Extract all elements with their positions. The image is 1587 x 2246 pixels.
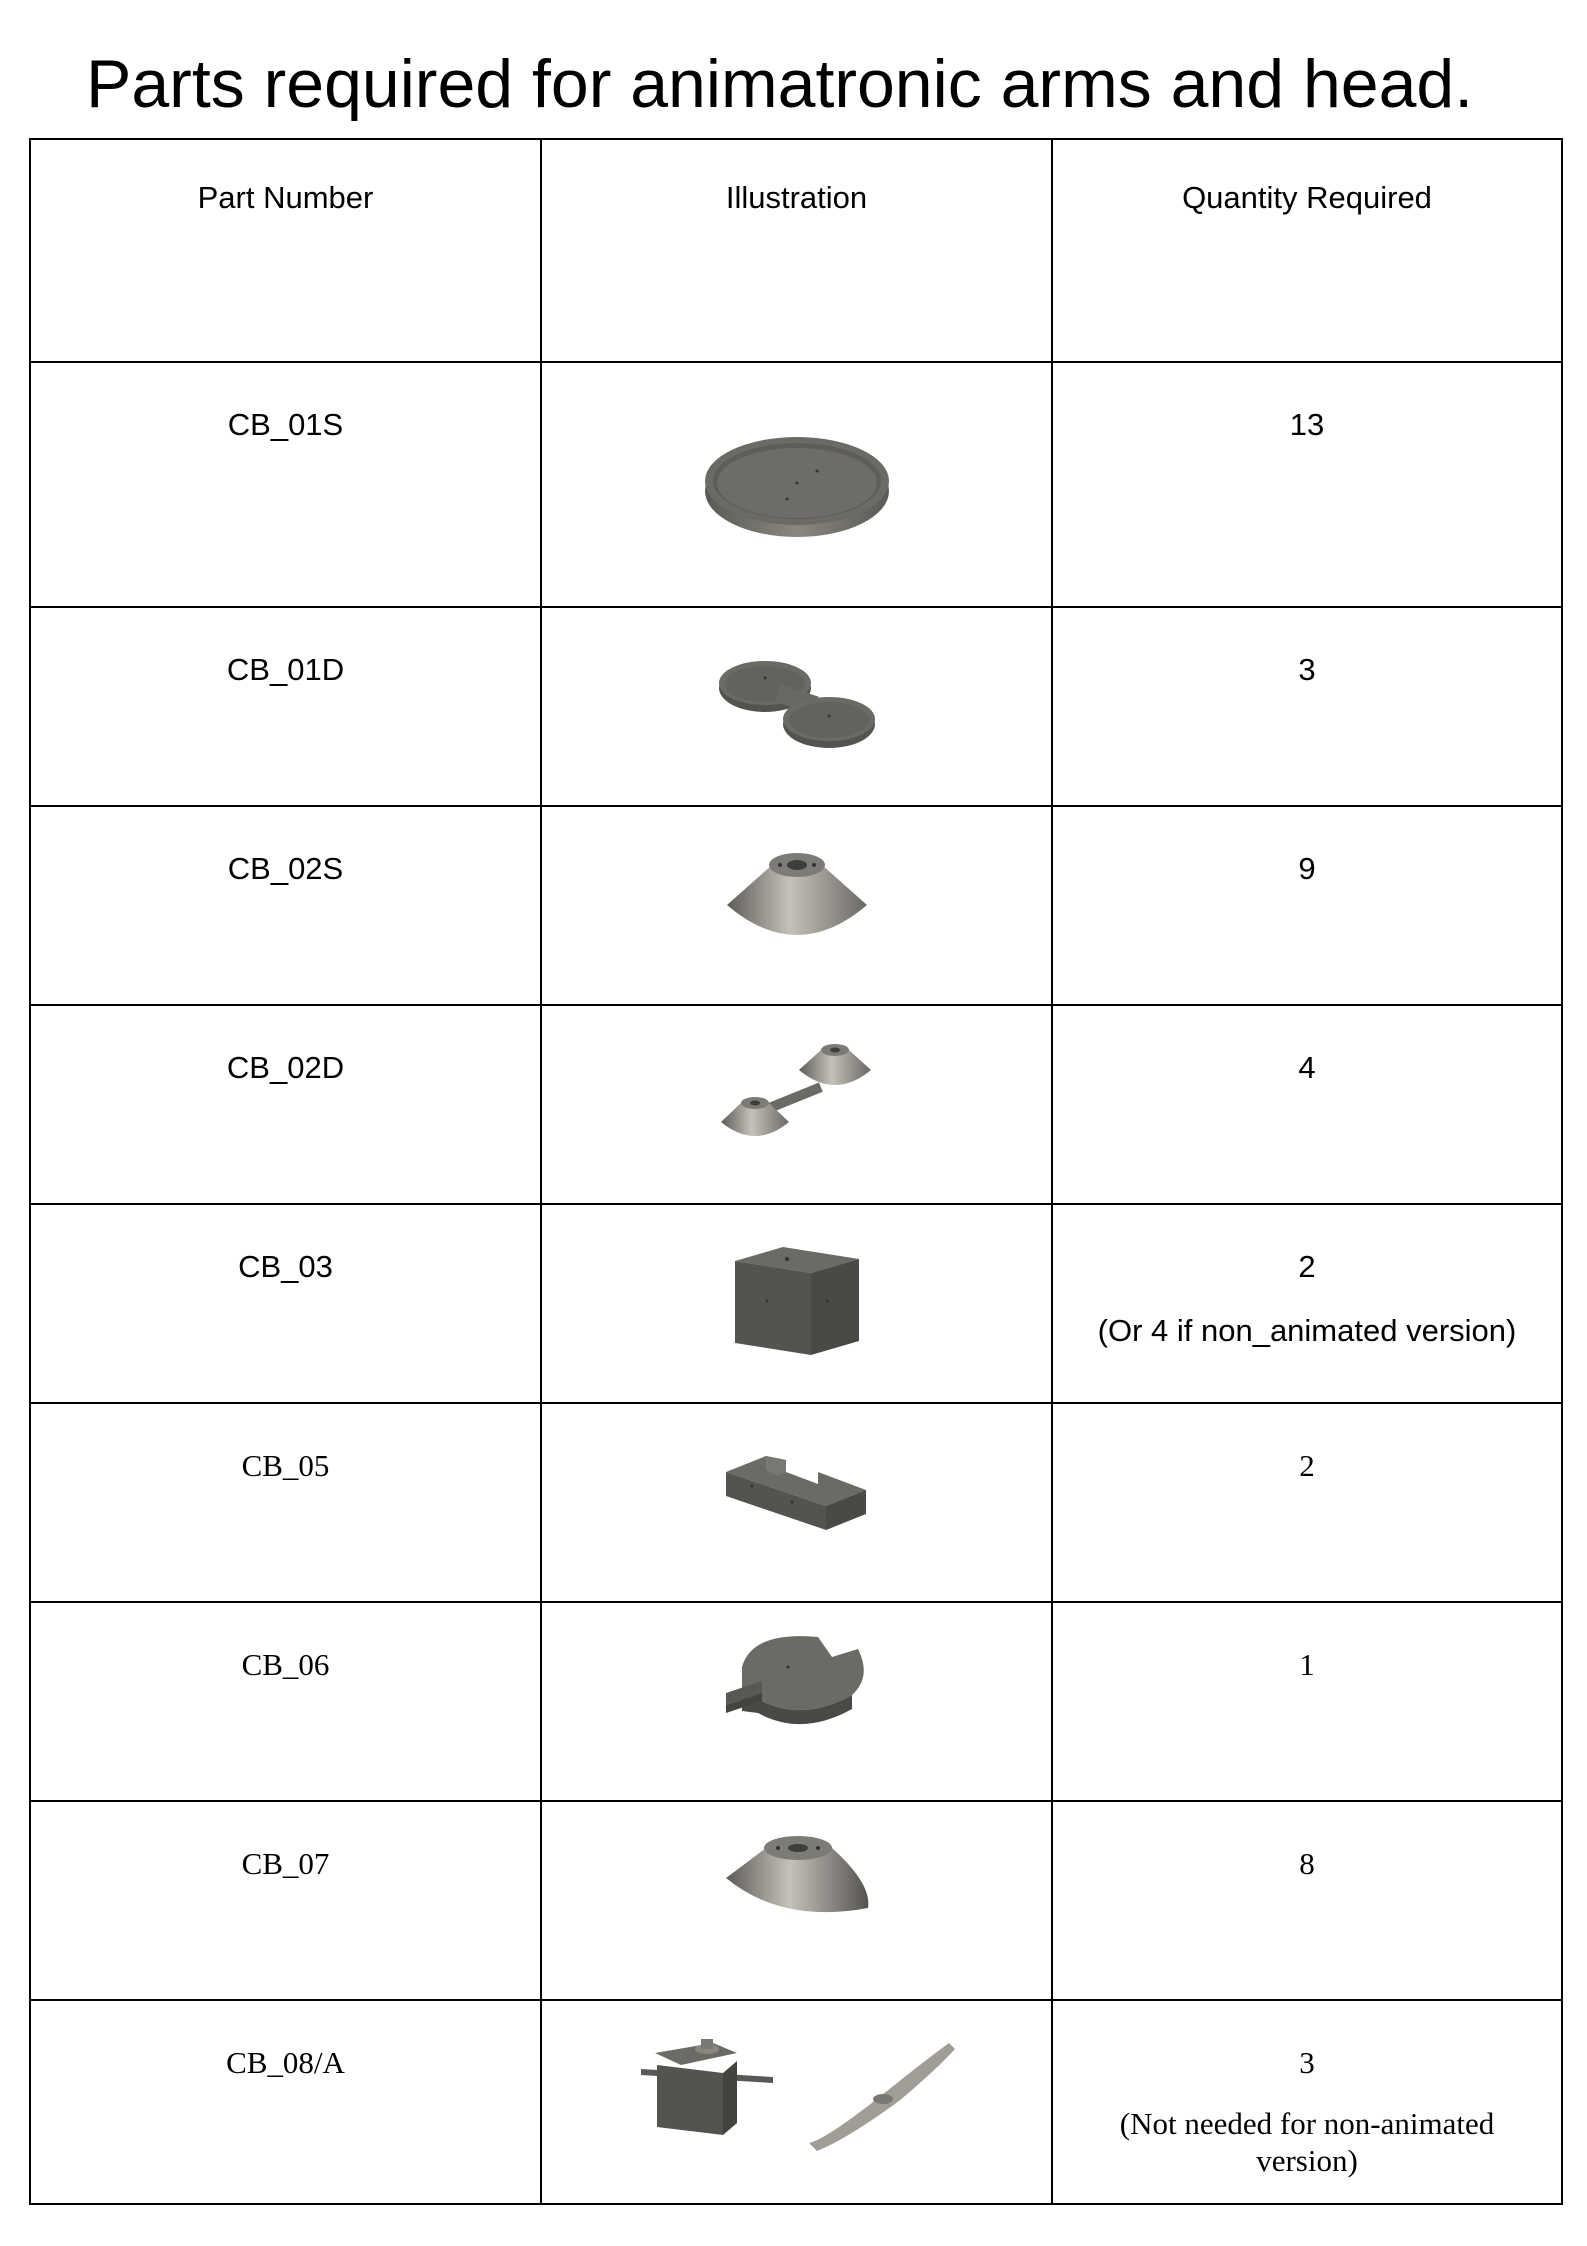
part-number-cell (30, 362, 541, 607)
part-number: CB_02S (227, 851, 344, 886)
header-part-number: Part Number (197, 180, 374, 215)
header-illustration: Illustration (725, 180, 868, 215)
illustration-cell (541, 362, 1052, 607)
table-row (30, 806, 1562, 1005)
table-row (30, 2000, 1562, 2204)
quantity: 3 (1298, 652, 1316, 687)
quantity: 4 (1298, 1050, 1316, 1085)
cube-block-illustration (727, 1241, 867, 1361)
part-number-cell (30, 1005, 541, 1204)
illustration-cell (541, 2000, 1052, 2204)
illustration-cell (541, 1403, 1052, 1602)
part-number: CB_02D (226, 1050, 345, 1085)
illustration-cell (541, 1204, 1052, 1403)
part-number-cell (30, 1204, 541, 1403)
part-number: CB_01S (227, 407, 344, 442)
quantity: 8 (1299, 1846, 1315, 1881)
part-number: CB_07 (241, 1846, 330, 1881)
quantity: 2 (1299, 1448, 1315, 1483)
double-disc-tray-illustration (717, 648, 877, 758)
illustration-cell (541, 806, 1052, 1005)
header-quantity: Quantity Required (1182, 180, 1432, 215)
table-row (30, 362, 1562, 607)
part-number: CB_08/A (226, 2045, 345, 2080)
part-number-cell (30, 1602, 541, 1801)
part-number-cell (30, 1801, 541, 2000)
page-title: Parts required for animatronic arms and head. (86, 46, 1474, 122)
quantity-cell (1052, 362, 1562, 607)
part-number: CB_05 (241, 1448, 330, 1483)
illustration-cell (541, 607, 1052, 806)
quantity-note: (Not needed for non-animated version) (1119, 2106, 1495, 2178)
quantity-cell (1052, 1801, 1562, 2000)
quantity-cell (1052, 607, 1562, 806)
table-row (30, 607, 1562, 806)
servo-and-horn-illustration (637, 2039, 957, 2159)
part-number: CB_06 (241, 1647, 330, 1682)
quantity-cell (1052, 806, 1562, 1005)
header-cell (30, 139, 541, 362)
table-row (30, 1403, 1562, 1602)
header-cell (541, 139, 1052, 362)
table-header-row (30, 139, 1562, 362)
quantity: 1 (1299, 1647, 1315, 1682)
quantity: 13 (1289, 407, 1325, 442)
table-row (30, 1204, 1562, 1403)
quantity-cell (1052, 1005, 1562, 1204)
quantity: 9 (1298, 851, 1316, 886)
double-cone-hub-illustration (717, 1038, 877, 1148)
part-number: CB_03 (238, 1249, 333, 1284)
part-number: CB_01D (226, 652, 345, 687)
quantity-cell (1052, 1204, 1562, 1403)
quantity-cell (1052, 2000, 1562, 2204)
illustration-cell (541, 1801, 1052, 2000)
part-number-cell (30, 1403, 541, 1602)
quantity-cell (1052, 1602, 1562, 1801)
part-number-cell (30, 806, 541, 1005)
illustration-cell (541, 1602, 1052, 1801)
header-cell (1052, 139, 1562, 362)
parts-table (29, 138, 1563, 2205)
quantity: 2 (1298, 1249, 1316, 1284)
flat-disc-tray-illustration (697, 413, 897, 573)
cone-hub-illustration (722, 845, 872, 945)
table-row (30, 1801, 1562, 2000)
quantity: 3 (1299, 2045, 1315, 2080)
part-number-cell (30, 607, 541, 806)
quantity-note: (Or 4 if non_animated version) (1097, 1313, 1517, 1348)
table-row (30, 1602, 1562, 1801)
quantity-cell (1052, 1403, 1562, 1602)
illustration-cell (541, 1005, 1052, 1204)
part-number-cell (30, 2000, 541, 2204)
table-row (30, 1005, 1562, 1204)
u-bracket-illustration (722, 1432, 872, 1532)
wrench-plate-illustration (722, 1627, 872, 1737)
offset-cone-hub-illustration (722, 1828, 872, 1938)
